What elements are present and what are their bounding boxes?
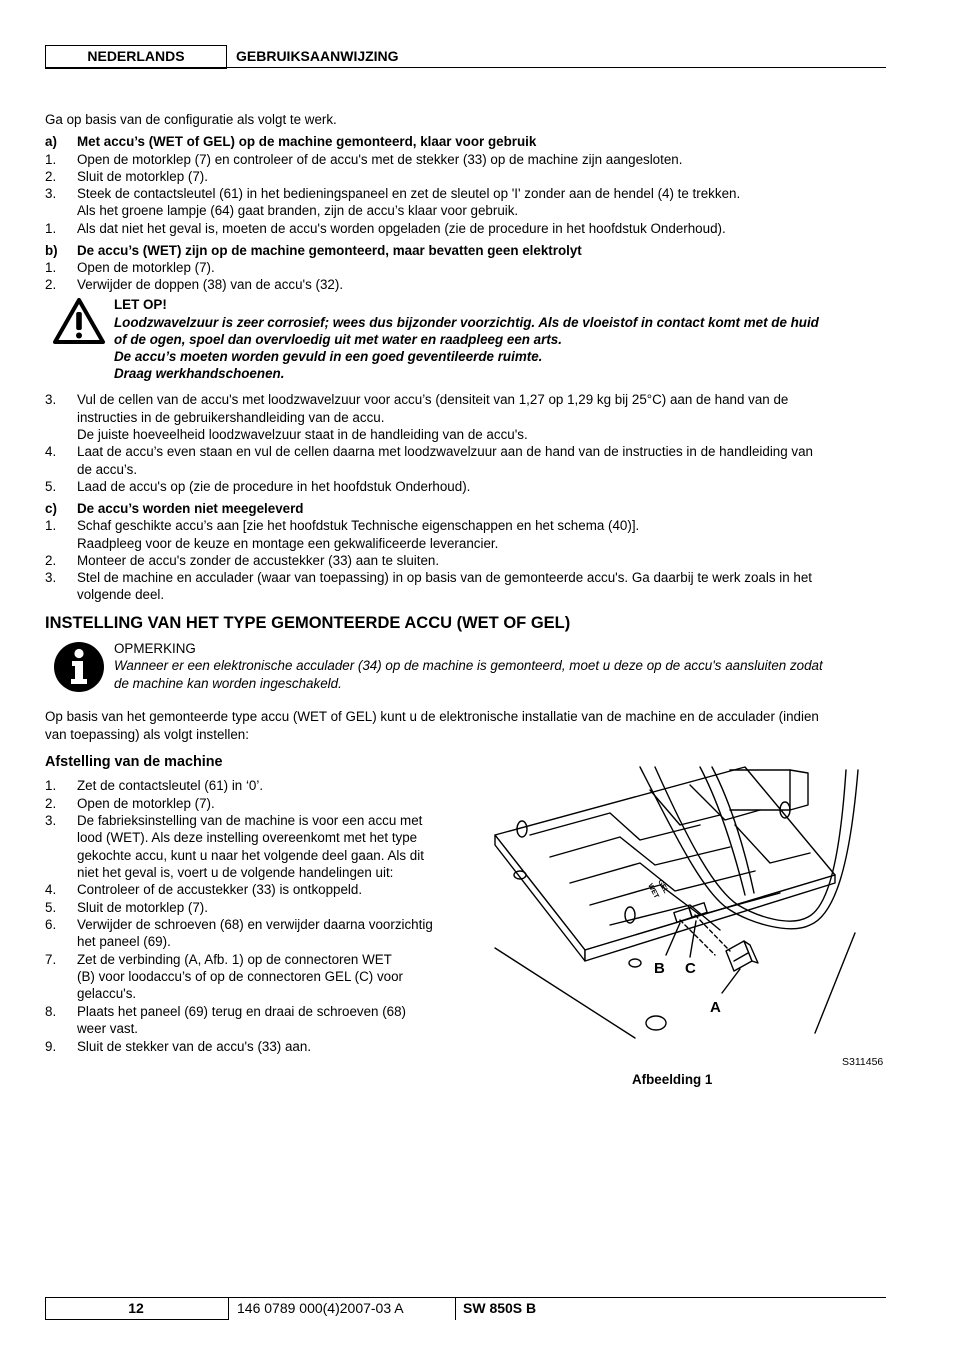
list-item: Vul de cellen van de accu's met loodzwavelzuur voor accu’s (densiteit van 1,27 op 1,29 kg bij 25°C) aan de hand van de	[77, 392, 789, 407]
list-number: 2.	[45, 277, 57, 292]
list-item: Controleer of de accustekker (33) is ontkoppeld.	[77, 882, 363, 897]
list-item: lood (WET). Als deze instelling overeenkomt met het type	[77, 830, 418, 845]
list-number: 3.	[45, 813, 57, 828]
figure-label-b: B	[654, 960, 665, 977]
list-item: gekochte accu, kunt u naar het volgende deel gaan. Als dit	[77, 848, 424, 863]
note-text: de machine kan worden ingeschakeld.	[114, 676, 342, 691]
paragraph: Op basis van het gemonteerde type accu (WET of GEL) kunt u de elektronische installatie van de machine en de acculader (indien	[45, 709, 819, 724]
footer-document-number: 146 0789 000(4)2007-03 A	[237, 1300, 404, 1316]
list-item: De fabrieksinstelling van de machine is voor een accu met	[77, 813, 423, 828]
list-number: 4.	[45, 882, 57, 897]
footer-model: SW 850S B	[463, 1300, 537, 1316]
list-item: Monteer de accu's zonder de accustekker (33) aan te sluiten.	[77, 553, 440, 568]
list-number: 1.	[45, 260, 57, 275]
list-number: 3.	[45, 392, 57, 407]
list-item: volgende deel.	[77, 587, 165, 602]
list-item: Stel de machine en acculader (waar van toepassing) in op basis van de gemonteerde accu's. Ga daarbij te werk zoals in het	[77, 570, 812, 585]
list-number: 1.	[45, 221, 57, 236]
list-number: 3.	[45, 570, 57, 585]
list-item: Zet de contactsleutel (61) in ‘0’.	[77, 778, 264, 793]
list-item: Laad de accu's op (zie de procedure in het hoofdstuk Onderhoud).	[77, 479, 471, 494]
list-item: Als dat niet het geval is, moeten de accu's worden opgeladen (zie de procedure in het hoofdstuk Onderhoud).	[77, 221, 726, 236]
list-item: instructies in de gebruikershandleiding van de accu.	[77, 410, 385, 425]
header-rule	[45, 67, 886, 68]
warning-text: Loodzwavelzuur is zeer corrosief; wees dus bijzonder voorzichtig. Als de vloeistof in contact komt met de huid	[114, 315, 819, 330]
paragraph: van toepassing) als volgt instellen:	[45, 727, 249, 742]
list-number: 4.	[45, 444, 57, 459]
list-item: Zet de verbinding (A, Afb. 1) op de connectoren WET	[77, 952, 392, 967]
list-item: Sluit de motorklep (7).	[77, 169, 208, 184]
list-item: Steek de contactsleutel (61) in het bedieningspaneel en zet de sleutel op 'I' zonder aan de hendel (4) te trekken.	[77, 186, 741, 201]
warning-label: LET OP!	[114, 297, 167, 312]
list-number: 7.	[45, 952, 57, 967]
list-item: Verwijder de doppen (38) van de accu's (32).	[77, 277, 344, 292]
list-item: Open de motorklep (7).	[77, 260, 215, 275]
footer-page-number: 12	[128, 1300, 144, 1316]
section-c-letter: c)	[45, 501, 57, 516]
list-item: weer vast.	[77, 1021, 139, 1036]
board-text-wet: WET	[646, 882, 660, 900]
section-title: INSTELLING VAN HET TYPE GEMONTEERDE ACCU (WET OF GEL)	[45, 614, 571, 632]
warning-icon	[52, 297, 106, 345]
warning-text: De accu’s moeten worden gevuld in een goed geventileerde ruimte.	[114, 349, 543, 364]
header-divider	[226, 45, 227, 68]
list-item: Als het groene lampje (64) gaat branden, zijn de accu’s klaar voor gebruik.	[77, 203, 519, 218]
board-text-gel: GEL	[656, 878, 670, 895]
list-number: 2.	[45, 796, 57, 811]
list-item: gelaccu's.	[77, 986, 137, 1001]
warning-text: of de ogen, spoel dan overvloedig uit met water en raadpleeg een arts.	[114, 332, 562, 347]
figure-illustration	[490, 765, 890, 1045]
section-c-heading: De accu’s worden niet meegeleverd	[77, 501, 304, 516]
list-item: de accu’s.	[77, 462, 138, 477]
list-item: Open de motorklep (7).	[77, 796, 215, 811]
list-number: 9.	[45, 1039, 57, 1054]
list-item: Sluit de motorklep (7).	[77, 900, 208, 915]
intro-text: Ga op basis van de configuratie als volgt te werk.	[45, 112, 337, 127]
footer-divider	[455, 1297, 456, 1320]
list-item: (B) voor loodaccu’s of op de connectoren GEL (C) voor	[77, 969, 404, 984]
list-item: het paneel (69).	[77, 934, 171, 949]
warning-text: Draag werkhandschoenen.	[114, 366, 285, 381]
note-label: OPMERKING	[114, 641, 196, 656]
note-text: Wanneer er een elektronische acculader (34) op de machine is gemonteerd, moet u deze op de accu's aansluiten zodat	[114, 658, 823, 673]
figure-label-a: A	[710, 999, 721, 1016]
list-item: Sluit de stekker van de accu's (33) aan.	[77, 1039, 312, 1054]
list-number: 2.	[45, 553, 57, 568]
list-item: Raadpleeg voor de keuze en montage een gekwalificeerde leverancier.	[77, 536, 499, 551]
list-item: Verwijder de schroeven (68) en verwijder daarna voorzichtig	[77, 917, 433, 932]
list-item: Open de motorklep (7) en controleer of de accu's met de stekker (33) op de machine zijn aangesloten.	[77, 152, 683, 167]
list-item: Plaats het paneel (69) terug en draai de schroeven (68)	[77, 1004, 407, 1019]
list-item: niet het geval is, voert u de volgende handelingen uit:	[77, 865, 394, 880]
list-number: 5.	[45, 479, 57, 494]
section-b-letter: b)	[45, 243, 58, 258]
list-number: 5.	[45, 900, 57, 915]
info-icon	[52, 640, 106, 694]
list-number: 1.	[45, 518, 57, 533]
section-a-heading: Met accu’s (WET of GEL) op de machine gemonteerd, klaar voor gebruik	[77, 134, 537, 149]
list-number: 1.	[45, 778, 57, 793]
figure-label-c: C	[685, 960, 696, 977]
section-b-heading: De accu’s (WET) zijn op de machine gemonteerd, maar bevatten geen elektrolyt	[77, 243, 582, 258]
list-item: Schaf geschikte accu’s aan [zie het hoofdstuk Technische eigenschappen en het schema (40)].	[77, 518, 640, 533]
list-number: 1.	[45, 152, 57, 167]
header-language: NEDERLANDS	[87, 48, 185, 64]
figure-caption: Afbeelding 1	[632, 1072, 713, 1087]
list-item: Laat de accu’s even staan en vul de cellen daarna met loodzwavelzuur aan de hand van de instructies in de handleiding van	[77, 444, 813, 459]
list-number: 2.	[45, 169, 57, 184]
figure-code: S311456	[842, 1056, 884, 1068]
subsection-title: Afstelling van de machine	[45, 754, 223, 770]
header-title: GEBRUIKSAANWIJZING	[236, 48, 399, 64]
section-a-letter: a)	[45, 134, 57, 149]
list-item: De juiste hoeveelheid loodzwavelzuur staat in de handleiding van de accu's.	[77, 427, 528, 442]
list-number: 6.	[45, 917, 57, 932]
list-number: 3.	[45, 186, 57, 201]
list-number: 8.	[45, 1004, 57, 1019]
